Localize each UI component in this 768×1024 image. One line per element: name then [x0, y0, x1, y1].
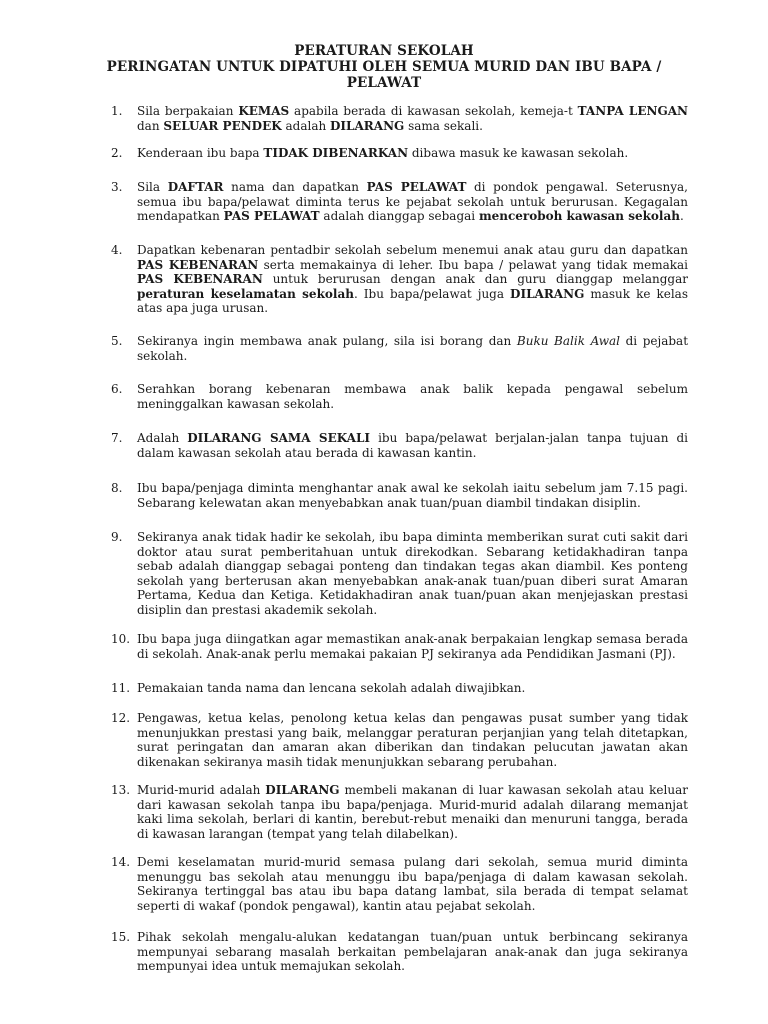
page-title: PERATURAN SEKOLAH: [294, 43, 474, 59]
emphasis-text: peraturan keselamatan sekolah: [137, 286, 354, 301]
rule-text-segment: dibawa masuk ke kawasan sekolah.: [408, 146, 629, 160]
emphasis-text: DILARANG SAMA SEKALI: [187, 431, 371, 445]
rule-number: 5.: [111, 334, 123, 348]
rule-text: [137, 481, 688, 510]
rule-item-14: [112, 855, 688, 913]
emphasis-text: PAS KEBENARAN: [137, 257, 259, 272]
rule-text: [137, 180, 688, 224]
rule-text: [137, 681, 688, 696]
rule-text-segment: nama dan dapatkan: [223, 180, 367, 194]
rule-number: 3.: [111, 180, 123, 194]
rule-text-segment: Pihak sekolah mengalu-alukan kedatangan tuan/puan untuk berbincang sekiranya mempunyai sebarang masalah berkaitan pembelajaran anak-anak dan juga sekiranya mempunyai idea untuk memajukan sekolah.: [137, 930, 688, 974]
rule-number: 13.: [111, 783, 131, 797]
rule-text-segment: adalah dianggap sebagai: [319, 209, 479, 224]
rule-number: 9.: [111, 530, 123, 544]
rule-number: 8.: [111, 481, 123, 495]
rule-text-segment: masuk ke kelas atas apa juga urusan.: [137, 286, 688, 316]
emphasis-text: DILARANG: [510, 286, 585, 301]
rule-text: [137, 783, 688, 841]
rule-text-segment: Murid-murid adalah: [137, 783, 266, 797]
rule-text-segment: . Ibu bapa/pelawat juga: [353, 286, 511, 301]
rule-item-7: [112, 431, 688, 460]
rule-text-segment: Sekiranya ingin membawa anak pulang, sila isi borang dan: [137, 334, 517, 348]
italic-text: Buku Balik Awal: [516, 334, 620, 348]
rule-item-3: [112, 180, 688, 224]
emphasis-text: PAS KEBENARAN: [137, 272, 263, 287]
rule-text-segment: sama sekali.: [404, 118, 483, 133]
rule-item-2: [112, 146, 688, 161]
rule-text-segment: Sekiranya anak tidak hadir ke sekolah, ibu bapa diminta memberikan surat cuti sakit dari doktor atau surat pemberitahuan untuk direkodkan. Sebarang ketidakhadiran tanpa sebab adalah dianggap sebagai ponteng dan tindakan tegas akan diambil. Kes ponteng sekolah yang berterusan akan menyebabkan anak-anak tuan/puan diberi surat Amaran Pertama, Kedua dan Ketiga. Ketidakhadiran anak tuan/puan akan menjejaskan prestasi disiplin dan prestasi akademik sekolah.: [137, 530, 688, 617]
rule-text: [137, 382, 688, 411]
rule-text: [137, 431, 688, 460]
rule-text-segment: Demi keselamatan murid-murid semasa pulang dari sekolah, semua murid diminta menunggu bas sekolah atau menunggu ibu bapa/penjaga di dalam kawasan sekolah. Sekiranya tertinggal bas atau ibu bapa datang lambat, sila berada di tempat selamat seperti di wakaf (pondok pengawal), kantin atau pejabat sekolah.: [137, 855, 688, 913]
emphasis-text: PAS PELAWAT: [366, 180, 467, 194]
emphasis-text: DILARANG: [330, 118, 405, 133]
rule-text: [137, 711, 688, 769]
rule-text-segment: Sila berpakaian: [137, 104, 239, 118]
rule-text-segment: Pemakaian tanda nama dan lencana sekolah adalah diwajibkan.: [137, 681, 526, 695]
rule-text: [137, 243, 688, 316]
rule-text-segment: Sila: [137, 180, 168, 194]
rule-number: 2.: [111, 146, 123, 160]
rule-text-segment: serta memakainya di leher. Ibu bapa / pelawat yang tidak memakai: [258, 257, 689, 272]
page-subtitle: PERINGATAN UNTUK DIPATUHI OLEH SEMUA MURID DAN IBU BAPA /: [106, 59, 662, 75]
rule-text-segment: ibu bapa/pelawat berjalan-jalan tanpa tujuan di dalam kawasan sekolah atau berada di kawasan kantin.: [137, 431, 688, 460]
rule-item-1: [112, 104, 688, 133]
emphasis-text: KEMAS: [238, 104, 290, 118]
rule-item-6: [112, 382, 688, 411]
emphasis-text: TIDAK DIBENARKAN: [263, 146, 409, 160]
rule-text-segment: Ibu bapa juga diingatkan agar memastikan anak-anak berpakaian lengkap semasa berada di sekolah. Anak-anak perlu memakai pakaian PJ sekiranya ada Pendidikan Jasmani (PJ).: [137, 632, 688, 661]
rule-item-4: [112, 243, 688, 316]
rule-item-12: [112, 711, 688, 769]
rule-text-segment: Adalah: [137, 431, 188, 445]
rule-text: [137, 334, 688, 363]
rule-text: [137, 530, 688, 618]
rule-text-segment: .: [679, 209, 684, 224]
rule-text-segment: di pejabat sekolah.: [137, 334, 689, 363]
rule-item-10: [112, 632, 688, 661]
rule-number: 15.: [111, 930, 131, 944]
rule-text-segment: membeli makanan di luar kawasan sekolah atau keluar dari kawasan sekolah tanpa ibu bapa/penjaga. Murid-murid adalah dilarang memanjat kaki lima sekolah, berlari di kantin, berebut-rebut menaiki dan menuruni tangga, berada di kawasan larangan (tempat yang telah dilabelkan).: [137, 783, 688, 841]
rule-text-segment: di pondok pengawal. Seterusnya, semua ibu bapa/pelawat diminta terus ke pejabat sekolah untuk berurusan. Kegagalan mendapatkan: [137, 180, 688, 224]
emphasis-text: SELUAR PENDEK: [163, 118, 282, 133]
page-subtitle-continued: PELAWAT: [346, 75, 422, 91]
rule-text: [137, 104, 688, 133]
emphasis-text: DAFTAR: [167, 180, 224, 194]
rule-text-segment: Serahkan borang kebenaran membawa anak balik kepada pengawal sebelum meninggalkan kawasan sekolah.: [137, 382, 688, 411]
emphasis-text: PAS PELAWAT: [223, 209, 320, 224]
rule-item-11: [112, 681, 688, 696]
rule-text-segment: dan: [137, 118, 164, 133]
rule-text-segment: apabila berada di kawasan sekolah, kemeja-t: [289, 104, 578, 118]
rule-number: 12.: [111, 711, 131, 725]
rule-text-segment: Pengawas, ketua kelas, penolong ketua kelas dan pengawas pusat sumber yang tidak menunjukkan prestasi yang baik, melanggar peraturan perjanjian yang telah ditetapkan, surat peringatan dan amaran akan diberikan dan tindakan pelucutan jawatan akan dikenakan sekiranya masih tidak menunjukkan sebarang perubahan.: [137, 711, 688, 769]
rule-text: [137, 855, 688, 913]
rule-number: 4.: [111, 243, 123, 257]
rule-item-5: [112, 334, 688, 363]
rule-number: 1.: [111, 104, 123, 118]
rule-number: 7.: [111, 431, 123, 445]
rule-text-segment: untuk berurusan dengan anak dan guru dianggap melanggar: [262, 272, 688, 287]
emphasis-text: menceroboh kawasan sekolah: [478, 209, 680, 224]
emphasis-text: DILARANG: [265, 783, 340, 797]
rule-item-13: [112, 783, 688, 841]
rule-item-15: [112, 930, 688, 974]
rule-number: 11.: [111, 681, 131, 695]
rule-number: 10.: [111, 632, 131, 646]
emphasis-text: TANPA LENGAN: [577, 104, 688, 118]
rule-text: [137, 930, 688, 974]
rule-text: [137, 146, 688, 161]
rule-number: 6.: [111, 382, 123, 396]
rule-number: 14.: [111, 855, 131, 869]
rule-text: [137, 632, 688, 661]
rule-text-segment: Kenderaan ibu bapa: [137, 146, 264, 160]
rule-text-segment: adalah: [281, 118, 331, 133]
rule-item-9: [112, 530, 688, 618]
rule-item-8: [112, 481, 688, 510]
rule-text-segment: Dapatkan kebenaran pentadbir sekolah sebelum menemui anak atau guru dan dapatkan: [137, 243, 688, 257]
rule-text-segment: Ibu bapa/penjaga diminta menghantar anak awal ke sekolah iaitu sebelum jam 7.15 pagi. Sebarang kelewatan akan menyebabkan anak tuan/puan diambil tindakan disiplin.: [137, 481, 688, 510]
